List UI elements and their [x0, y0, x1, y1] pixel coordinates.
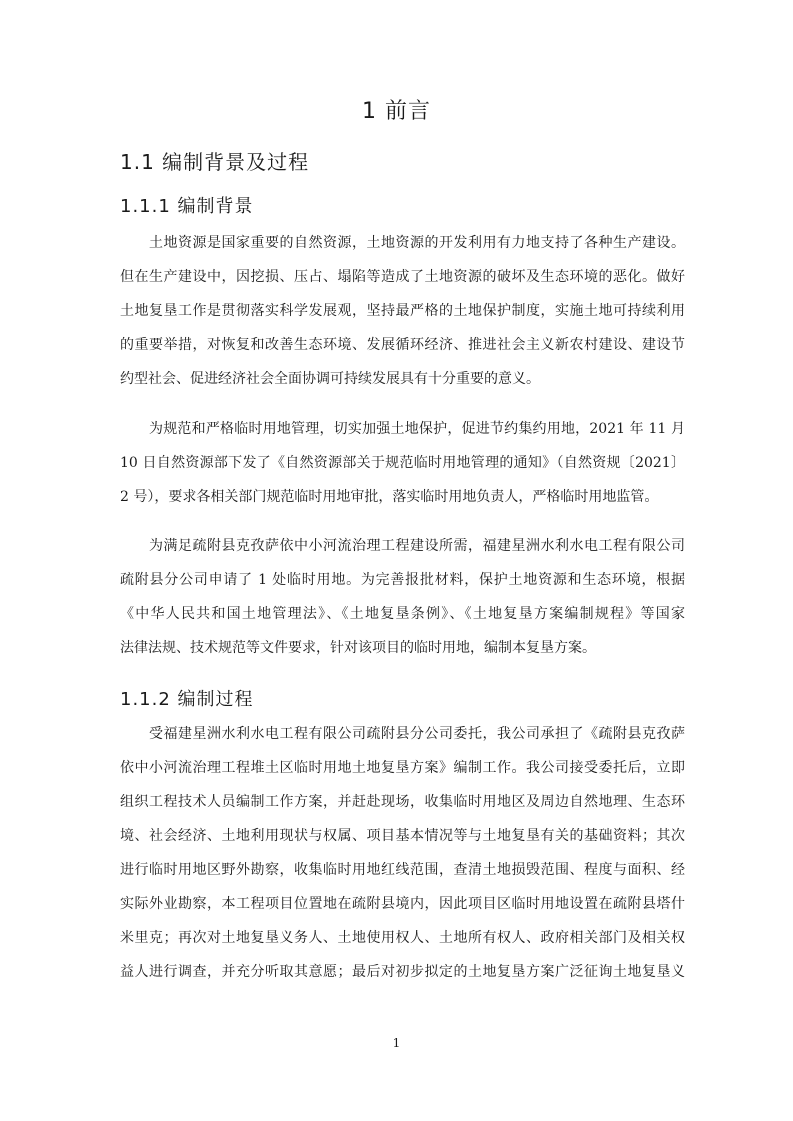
- text-line: 《中华人民共和国土地管理法》、《土地复垦条例》、《土地复垦方案编制规程》等国家: [120, 606, 685, 622]
- text-line: 但在生产建设中，因挖损、压占、塌陷等造成了土地资源的破坏及生态环境的恶化。做好: [120, 269, 685, 285]
- text-line: 为满足疏附县克孜萨依中小河流治理工程建设所需，福建星洲水利水电工程有限公司: [149, 538, 685, 554]
- text-line: 土地资源是国家重要的自然资源，土地资源的开发利用有力地支持了各种生产建设。: [149, 235, 685, 251]
- text-line: 米里克；再次对土地复垦义务人、土地使用权人、土地所有权人、政府相关部门及相关权: [120, 930, 685, 946]
- section-title: 1.1 编制背景及过程: [120, 150, 310, 174]
- text-line: 10 日自然资源部下发了《自然资源部关于规范临时用地管理的通知》（自然资规〔2021〕: [120, 455, 685, 471]
- paragraph-background: [120, 226, 685, 396]
- chapter-title: 1 前言: [362, 99, 431, 124]
- paragraph-project-need: [120, 529, 685, 665]
- text-line: 疏附县分公司申请了 1 处临时用地。为完善报批材料，保护土地资源和生态环境，根据: [120, 572, 685, 588]
- text-line: 为规范和严格临时用地管理，切实加强土地保护，促进节约集约用地，2021 年 11 月: [149, 421, 685, 437]
- text-line: 法律法规、技术规范等文件要求，针对该项目的临时用地，编制本复垦方案。: [120, 640, 596, 656]
- text-line: 益人进行调查，并充分听取其意愿；最后对初步拟定的土地复垦方案广泛征询土地复垦义: [120, 964, 685, 980]
- text-line: 受福建星洲水利水电工程有限公司疏附县分公司委托，我公司承担了《疏附县克孜萨: [149, 726, 685, 742]
- text-line: 组织工程技术人员编制工作方案，并赶赴现场，收集临时用地区及周边自然地理、生态环: [120, 794, 685, 810]
- text-line: 境、社会经济、土地利用现状与权属、项目基本情况等与土地复垦有关的基础资料；其次: [120, 828, 685, 844]
- text-line: 依中小河流治理工程堆土区临时用地土地复垦方案》编制工作。我公司接受委托后，立即: [120, 760, 685, 776]
- subsection-title-process: 1.1.2 编制过程: [120, 689, 254, 710]
- text-line: 土地复垦工作是贯彻落实科学发展观，坚持最严格的土地保护制度，实施土地可持续利用: [120, 303, 685, 319]
- text-line: 2 号），要求各相关部门规范临时用地审批，落实临时用地负责人，严格临时用地监管。: [120, 489, 659, 505]
- paragraph-regulation: [120, 412, 685, 514]
- text-line: 约型社会、促进经济社会全面协调可持续发展具有十分重要的意义。: [120, 371, 540, 387]
- page-number: 1: [392, 1036, 401, 1050]
- text-line: 进行临时用地区野外勘察，收集临时用地红线范围，查清土地损毁范围、程度与面积、经: [120, 862, 685, 878]
- subsection-title-background: 1.1.1 编制背景: [120, 196, 254, 217]
- text-line: 实际外业勘察，本工程项目位置地在疏附县境内，因此项目区临时用地设置在疏附县塔什: [120, 896, 685, 912]
- paragraph-process: [120, 717, 685, 989]
- text-line: 的重要举措，对恢复和改善生态环境、发展循环经济、推进社会主义新农村建设、建设节: [120, 337, 685, 353]
